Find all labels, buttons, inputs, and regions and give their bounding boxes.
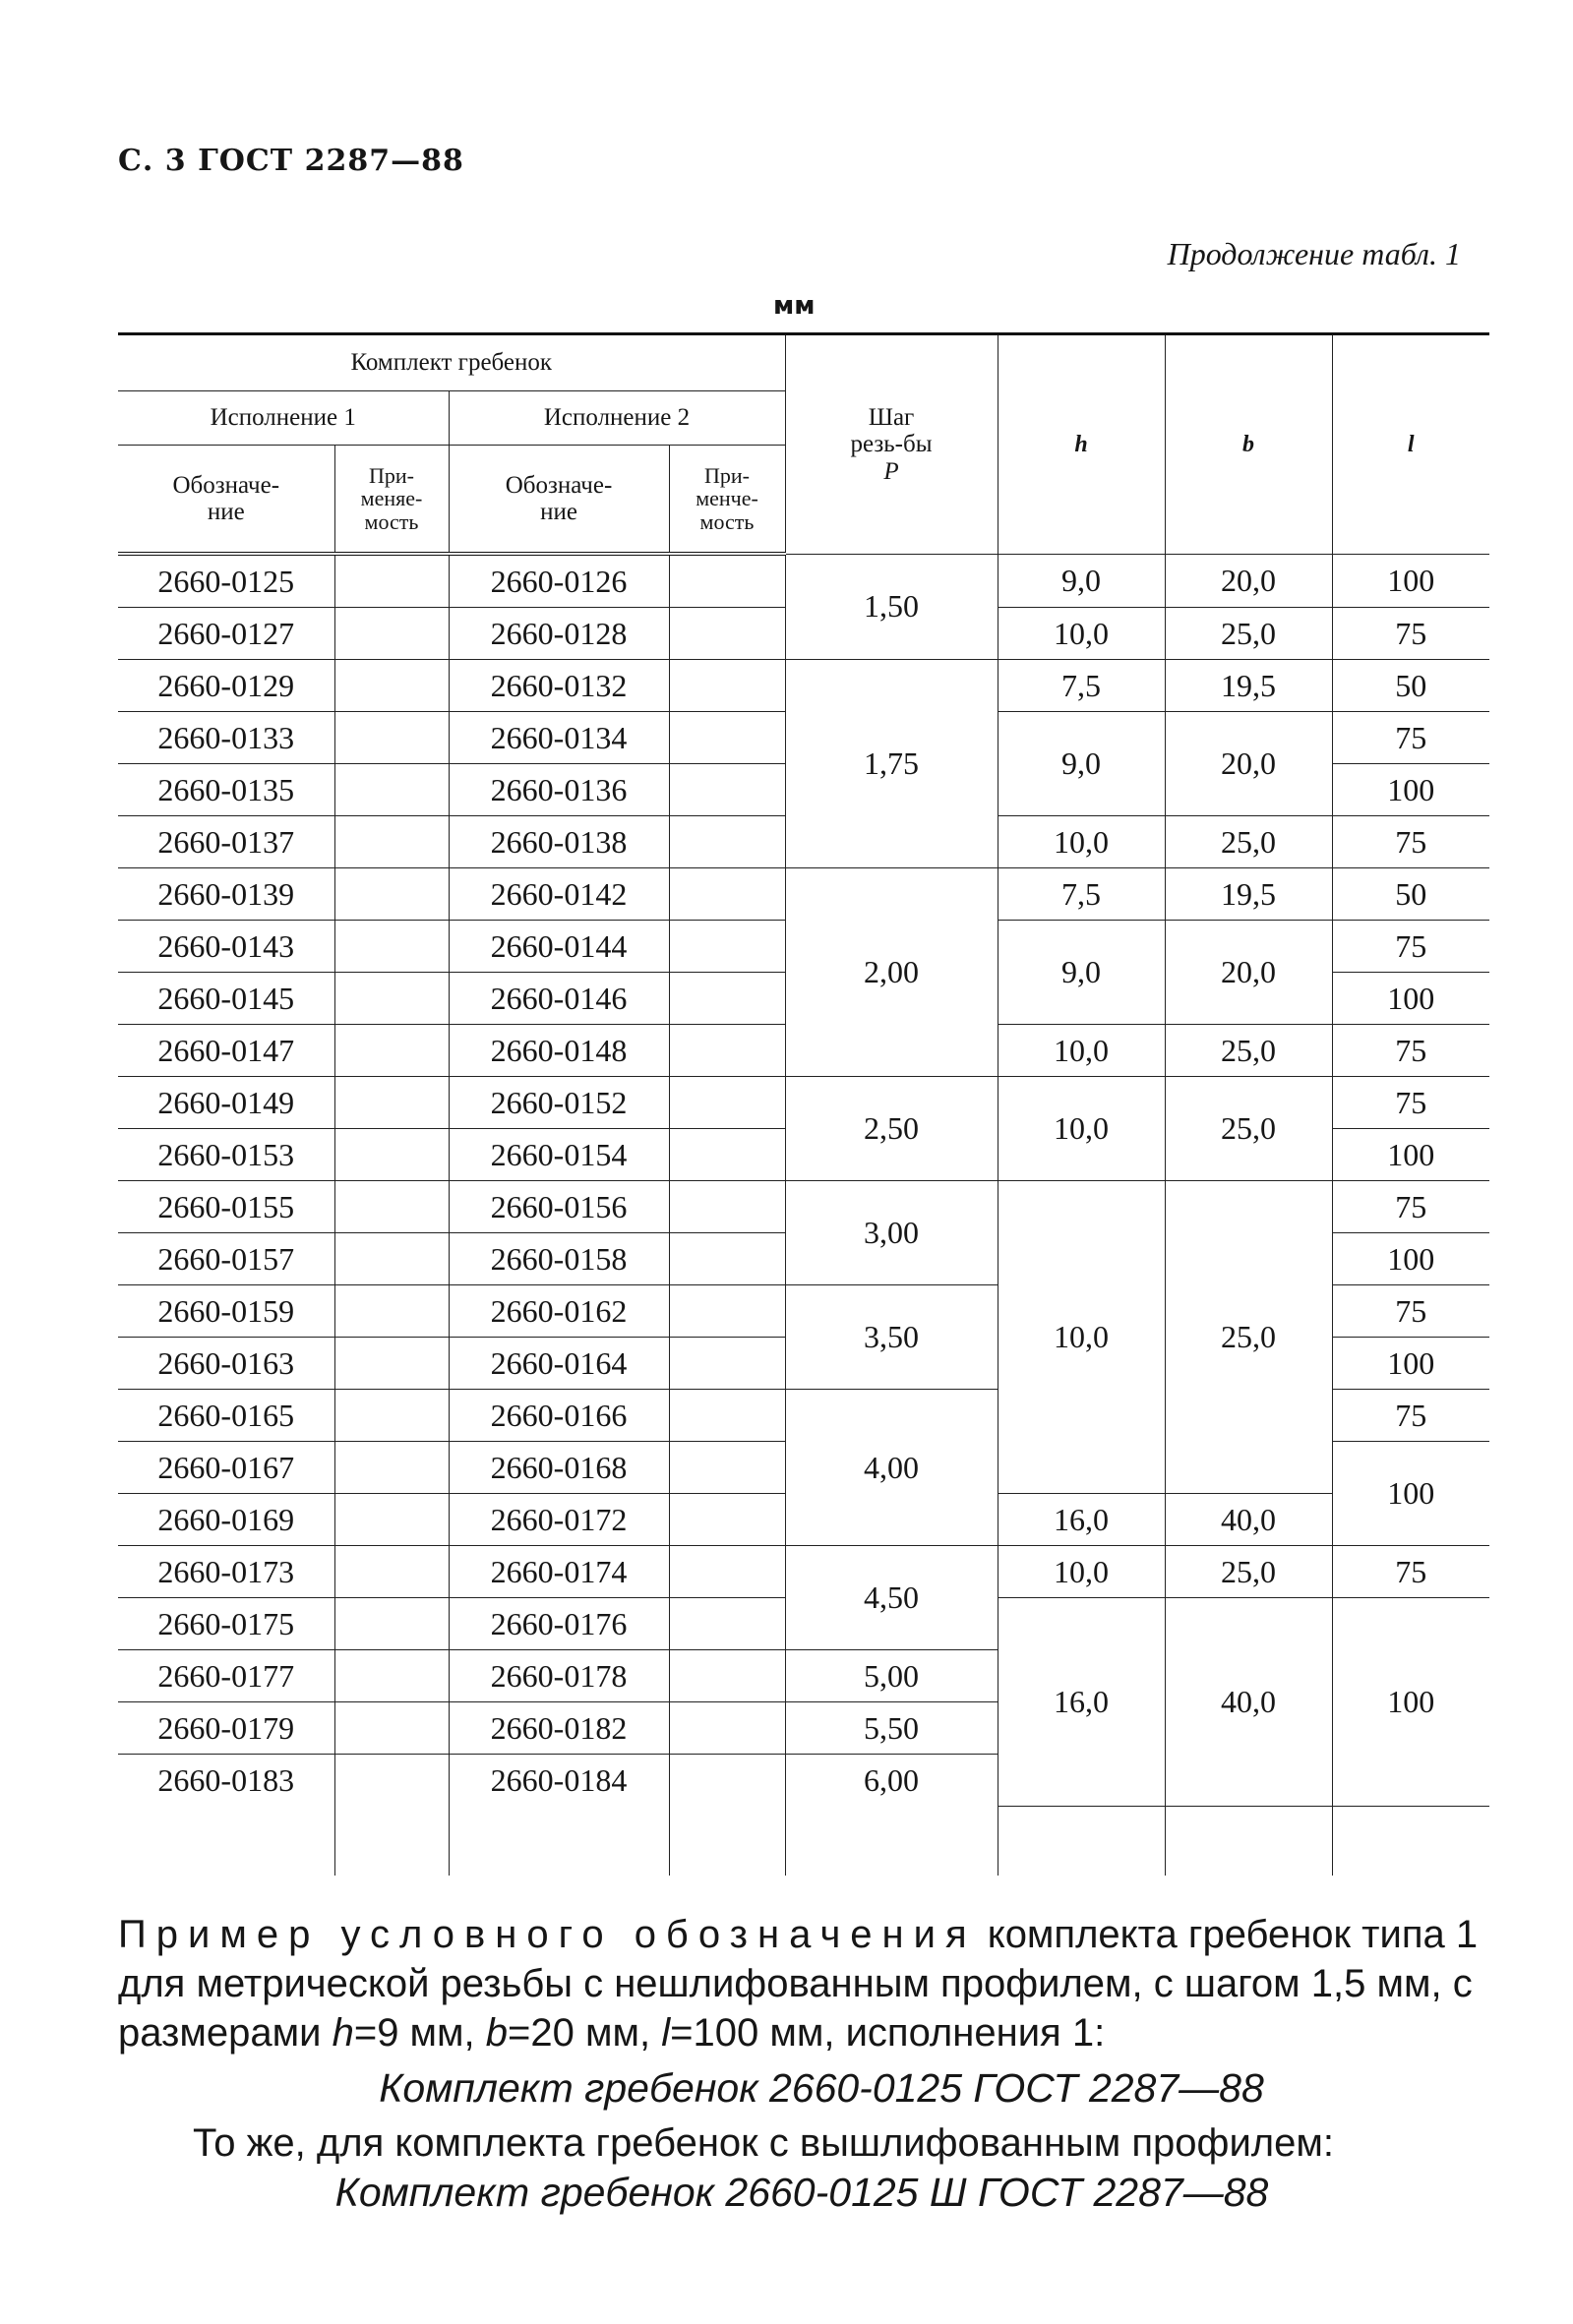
l-cell: 75 xyxy=(1332,712,1489,764)
header-designation-2-label: Обозначе-ние xyxy=(505,471,613,525)
l-cell: 100 xyxy=(1332,1442,1489,1546)
example-b-symbol: b xyxy=(485,2011,509,2055)
applicability-v1-cell xyxy=(334,1233,449,1285)
l-cell: 75 xyxy=(1332,921,1489,973)
applicability-v2-cell xyxy=(669,921,785,973)
h-cell: 16,0 xyxy=(998,1494,1165,1546)
applicability-v2-cell xyxy=(669,1181,785,1233)
designation-v2-cell: 2660-0138 xyxy=(449,816,669,868)
l-cell: 75 xyxy=(1332,1025,1489,1077)
thread-pitch-cell: 1,75 xyxy=(785,660,998,868)
h-cell: 10,0 xyxy=(998,816,1165,868)
thread-pitch-cell: 5,50 xyxy=(785,1702,998,1755)
header-h: h xyxy=(998,334,1165,555)
designation-v2-cell: 2660-0146 xyxy=(449,973,669,1025)
l-cell: 75 xyxy=(1332,608,1489,660)
designation-v1-cell: 2660-0173 xyxy=(118,1546,334,1598)
designation-v2-cell: 2660-0158 xyxy=(449,1233,669,1285)
table-row xyxy=(118,1077,1489,1129)
table-tail-cell xyxy=(449,1806,669,1876)
table-row xyxy=(118,660,1489,712)
h-cell: 10,0 xyxy=(998,1181,1165,1494)
designation-v1-cell: 2660-0125 xyxy=(118,554,334,608)
applicability-v1-cell xyxy=(334,660,449,712)
table-tail-cell xyxy=(998,1806,1165,1876)
designation-v1-cell: 2660-0145 xyxy=(118,973,334,1025)
thread-pitch-cell: 4,00 xyxy=(785,1390,998,1546)
designation-v2-cell: 2660-0172 xyxy=(449,1494,669,1546)
designation-v2-cell: 2660-0156 xyxy=(449,1181,669,1233)
header-applicability-1 xyxy=(334,446,449,555)
example-l-value: =100 мм, исполнения 1: xyxy=(670,2011,1106,2055)
example-designation-1: Комплект гребенок 2660-0125 ГОСТ 2287—88 xyxy=(379,2065,1264,2111)
header-designation-2 xyxy=(449,446,669,555)
designation-v1-cell: 2660-0137 xyxy=(118,816,334,868)
example-h-value: =9 мм, xyxy=(353,2011,486,2055)
l-cell: 100 xyxy=(1332,764,1489,816)
applicability-v1-cell xyxy=(334,868,449,921)
designation-v1-cell: 2660-0169 xyxy=(118,1494,334,1546)
designation-v2-cell: 2660-0154 xyxy=(449,1129,669,1181)
designation-v2-cell: 2660-0168 xyxy=(449,1442,669,1494)
header-pitch xyxy=(785,334,998,555)
designation-v1-cell: 2660-0129 xyxy=(118,660,334,712)
applicability-v1-cell xyxy=(334,1702,449,1755)
designation-v2-cell: 2660-0174 xyxy=(449,1546,669,1598)
applicability-v2-cell xyxy=(669,1702,785,1755)
table-tail-cell xyxy=(118,1806,334,1876)
h-cell: 7,5 xyxy=(998,660,1165,712)
applicability-v1-cell xyxy=(334,1598,449,1650)
table-units-label: мм xyxy=(773,291,816,321)
l-cell: 100 xyxy=(1332,1129,1489,1181)
comb-kit-table xyxy=(118,332,1489,1876)
header-version-2: Исполнение 2 xyxy=(449,391,785,446)
applicability-v2-cell xyxy=(669,554,785,608)
thread-pitch-cell: 2,00 xyxy=(785,868,998,1077)
designation-v2-cell: 2660-0182 xyxy=(449,1702,669,1755)
header-applicability-2-label: При-менче-мость xyxy=(696,463,758,534)
applicability-v1-cell xyxy=(334,1755,449,1807)
l-cell: 75 xyxy=(1332,1390,1489,1442)
header-b: b xyxy=(1165,334,1332,555)
thread-pitch-cell: 5,00 xyxy=(785,1650,998,1702)
l-cell: 100 xyxy=(1332,1233,1489,1285)
designation-v2-cell: 2660-0132 xyxy=(449,660,669,712)
b-cell: 25,0 xyxy=(1165,608,1332,660)
b-cell: 40,0 xyxy=(1165,1494,1332,1546)
applicability-v2-cell xyxy=(669,1755,785,1807)
l-cell: 75 xyxy=(1332,1285,1489,1338)
designation-v2-cell: 2660-0164 xyxy=(449,1338,669,1390)
h-cell: 9,0 xyxy=(998,554,1165,608)
applicability-v1-cell xyxy=(334,1338,449,1390)
designation-v1-cell: 2660-0153 xyxy=(118,1129,334,1181)
table-tail-cell xyxy=(334,1806,449,1876)
designation-v2-cell: 2660-0176 xyxy=(449,1598,669,1650)
designation-v1-cell: 2660-0177 xyxy=(118,1650,334,1702)
designation-v2-cell: 2660-0144 xyxy=(449,921,669,973)
applicability-v2-cell xyxy=(669,1442,785,1494)
designation-v1-cell: 2660-0149 xyxy=(118,1077,334,1129)
thread-pitch-cell: 4,50 xyxy=(785,1546,998,1650)
designation-v2-cell: 2660-0152 xyxy=(449,1077,669,1129)
b-cell: 20,0 xyxy=(1165,921,1332,1025)
applicability-v1-cell xyxy=(334,1181,449,1233)
thread-pitch-cell: 3,00 xyxy=(785,1181,998,1285)
applicability-v2-cell xyxy=(669,816,785,868)
b-cell: 19,5 xyxy=(1165,660,1332,712)
header-designation-1 xyxy=(118,446,334,555)
b-cell: 25,0 xyxy=(1165,816,1332,868)
example-paragraph xyxy=(118,1910,1485,2057)
designation-v2-cell: 2660-0162 xyxy=(449,1285,669,1338)
designation-v1-cell: 2660-0139 xyxy=(118,868,334,921)
page-header: С. 3 ГОСТ 2287—88 xyxy=(118,144,464,178)
applicability-v1-cell xyxy=(334,921,449,973)
table-row xyxy=(118,554,1489,608)
designation-v2-cell: 2660-0184 xyxy=(449,1755,669,1807)
header-designation-1-label: Обозначе-ние xyxy=(172,471,280,525)
b-cell: 25,0 xyxy=(1165,1077,1332,1181)
table-tail-cell xyxy=(669,1806,785,1876)
example-b-value: =20 мм, xyxy=(508,2011,662,2055)
h-cell: 10,0 xyxy=(998,1077,1165,1181)
designation-v1-cell: 2660-0167 xyxy=(118,1442,334,1494)
thread-pitch-cell: 2,50 xyxy=(785,1077,998,1181)
designation-v2-cell: 2660-0134 xyxy=(449,712,669,764)
b-cell: 20,0 xyxy=(1165,712,1332,816)
applicability-v1-cell xyxy=(334,1650,449,1702)
applicability-v2-cell xyxy=(669,1025,785,1077)
applicability-v1-cell xyxy=(334,1546,449,1598)
designation-v2-cell: 2660-0148 xyxy=(449,1025,669,1077)
applicability-v2-cell xyxy=(669,868,785,921)
thread-pitch-cell: 1,50 xyxy=(785,554,998,660)
h-cell: 10,0 xyxy=(998,608,1165,660)
applicability-v2-cell xyxy=(669,764,785,816)
applicability-v1-cell xyxy=(334,973,449,1025)
applicability-v2-cell xyxy=(669,973,785,1025)
b-cell: 25,0 xyxy=(1165,1546,1332,1598)
designation-v1-cell: 2660-0183 xyxy=(118,1755,334,1807)
h-cell: 7,5 xyxy=(998,868,1165,921)
l-cell: 100 xyxy=(1332,973,1489,1025)
h-cell: 9,0 xyxy=(998,712,1165,816)
designation-v1-cell: 2660-0143 xyxy=(118,921,334,973)
applicability-v1-cell xyxy=(334,1077,449,1129)
designation-v2-cell: 2660-0136 xyxy=(449,764,669,816)
designation-v2-cell: 2660-0178 xyxy=(449,1650,669,1702)
applicability-v1-cell xyxy=(334,1442,449,1494)
applicability-v2-cell xyxy=(669,1285,785,1338)
example-h-symbol: h xyxy=(332,2011,354,2055)
applicability-v1-cell xyxy=(334,554,449,608)
header-applicability-2 xyxy=(669,446,785,555)
designation-v2-cell: 2660-0128 xyxy=(449,608,669,660)
l-cell: 75 xyxy=(1332,1077,1489,1129)
l-cell: 100 xyxy=(1332,1598,1489,1807)
header-applicability-1-label: При-меняе-мость xyxy=(360,463,423,534)
table-tail-cell xyxy=(785,1806,998,1876)
h-cell: 10,0 xyxy=(998,1546,1165,1598)
table-tail-cell xyxy=(1332,1806,1489,1876)
designation-v1-cell: 2660-0175 xyxy=(118,1598,334,1650)
table-tail xyxy=(118,1806,1489,1876)
designation-v2-cell: 2660-0166 xyxy=(449,1390,669,1442)
table-row xyxy=(118,1181,1489,1233)
table-row xyxy=(118,1546,1489,1598)
h-cell: 16,0 xyxy=(998,1598,1165,1807)
h-cell: 9,0 xyxy=(998,921,1165,1025)
designation-v1-cell: 2660-0127 xyxy=(118,608,334,660)
applicability-v1-cell xyxy=(334,1494,449,1546)
l-cell: 100 xyxy=(1332,1338,1489,1390)
header-kit: Комплект гребенок xyxy=(118,334,785,391)
b-cell: 25,0 xyxy=(1165,1025,1332,1077)
applicability-v2-cell xyxy=(669,1338,785,1390)
l-cell: 75 xyxy=(1332,1546,1489,1598)
h-cell: 10,0 xyxy=(998,1025,1165,1077)
applicability-v1-cell xyxy=(334,1390,449,1442)
designation-v1-cell: 2660-0163 xyxy=(118,1338,334,1390)
applicability-v1-cell xyxy=(334,1025,449,1077)
applicability-v1-cell xyxy=(334,1129,449,1181)
l-cell: 50 xyxy=(1332,660,1489,712)
designation-v1-cell: 2660-0165 xyxy=(118,1390,334,1442)
example-block xyxy=(118,1910,1485,2217)
b-cell: 19,5 xyxy=(1165,868,1332,921)
designation-v1-cell: 2660-0179 xyxy=(118,1702,334,1755)
example-same-as: То же, для комплекта гребенок с вышлифованным профилем: xyxy=(193,2121,1334,2165)
applicability-v2-cell xyxy=(669,1598,785,1650)
applicability-v2-cell xyxy=(669,1650,785,1702)
header-l: l xyxy=(1332,334,1489,555)
designation-v1-cell: 2660-0157 xyxy=(118,1233,334,1285)
designation-v1-cell: 2660-0159 xyxy=(118,1285,334,1338)
table-row xyxy=(118,868,1489,921)
header-version-1: Исполнение 1 xyxy=(118,391,449,446)
applicability-v2-cell xyxy=(669,1546,785,1598)
thread-pitch-cell: 3,50 xyxy=(785,1285,998,1390)
header-pitch-label: Шаг резь-бы xyxy=(850,403,933,457)
applicability-v2-cell xyxy=(669,1129,785,1181)
example-lead: Пример условного обозначения xyxy=(118,1913,977,1956)
designation-v1-cell: 2660-0133 xyxy=(118,712,334,764)
l-cell: 75 xyxy=(1332,1181,1489,1233)
l-cell: 100 xyxy=(1332,554,1489,608)
applicability-v1-cell xyxy=(334,816,449,868)
applicability-v2-cell xyxy=(669,1390,785,1442)
applicability-v2-cell xyxy=(669,1077,785,1129)
thread-pitch-cell: 6,00 xyxy=(785,1755,998,1807)
b-cell: 25,0 xyxy=(1165,1181,1332,1494)
l-cell: 75 xyxy=(1332,816,1489,868)
designation-v1-cell: 2660-0155 xyxy=(118,1181,334,1233)
example-l-symbol: l xyxy=(661,2011,671,2055)
table-continuation-label: Продолжение табл. 1 xyxy=(1167,236,1461,271)
b-cell: 20,0 xyxy=(1165,554,1332,608)
l-cell: 50 xyxy=(1332,868,1489,921)
table-tail-cell xyxy=(1165,1806,1332,1876)
header-pitch-symbol: P xyxy=(883,457,899,485)
applicability-v1-cell xyxy=(334,608,449,660)
applicability-v1-cell xyxy=(334,1285,449,1338)
applicability-v1-cell xyxy=(334,764,449,816)
example-designation-2: Комплект гребенок 2660-0125 Ш ГОСТ 2287—88 xyxy=(334,2170,1269,2215)
applicability-v1-cell xyxy=(334,712,449,764)
applicability-v2-cell xyxy=(669,1233,785,1285)
b-cell: 40,0 xyxy=(1165,1598,1332,1807)
applicability-v2-cell xyxy=(669,660,785,712)
designation-v2-cell: 2660-0126 xyxy=(449,554,669,608)
designation-v1-cell: 2660-0135 xyxy=(118,764,334,816)
table-body xyxy=(118,554,1489,1876)
designation-v2-cell: 2660-0142 xyxy=(449,868,669,921)
applicability-v2-cell xyxy=(669,608,785,660)
applicability-v2-cell xyxy=(669,712,785,764)
example-text: комплекта гребенок типа 1 для метрической резьбы с нешлифованным профилем, с шагом 1,5 мм, с размерами xyxy=(118,1913,1479,2055)
applicability-v2-cell xyxy=(669,1494,785,1546)
designation-v1-cell: 2660-0147 xyxy=(118,1025,334,1077)
